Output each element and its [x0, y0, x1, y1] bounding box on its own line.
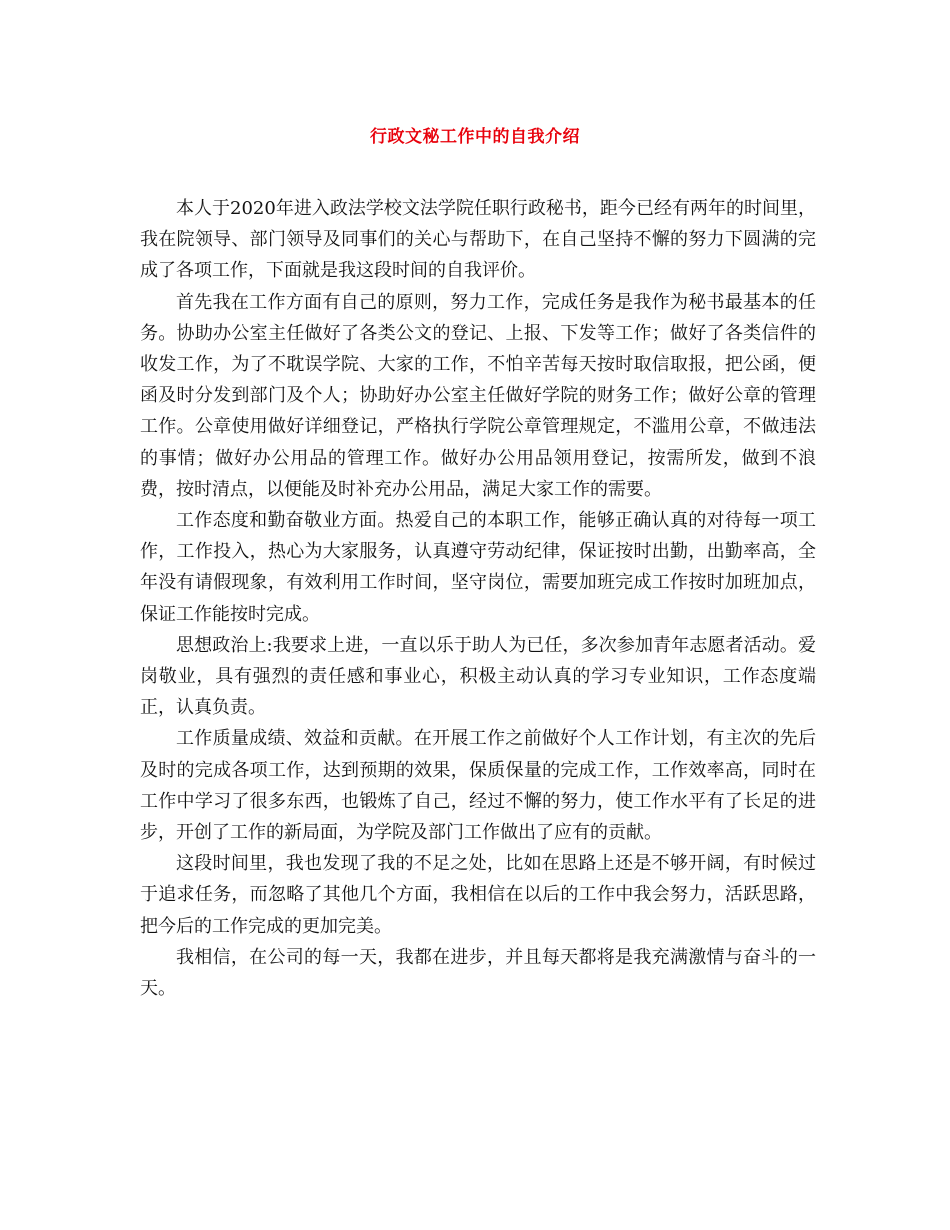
paragraph-shortcomings: 这段时间里，我也发现了我的不足之处，比如在思路上还是不够开阔，有时候过于追求任务，而忽略了其他几个方面，我相信在以后的工作中我会努力，活跃思路，把今后的工作完成的更加完美。: [140, 853, 816, 937]
paragraph-political-thought: 思想政治上:我要求上进，一直以乐于助人为已任，多次参加青年志愿者活动。爱岗敬业，具有强烈的责任感和事业心，积极主动认真的学习专业知识，工作态度端正，认真负责。: [140, 634, 816, 719]
paragraph-intro: 本人于2020年进入政法学校文法学院任职行政秘书，距今已经有两年的时间里，我在院领导、部门领导及同事们的关心与帮助下，在自己坚持不懈的努力下圆满的完成了各项工作，下面就是我这段时间的自我评价。: [140, 198, 816, 282]
document-body: [140, 193, 816, 1004]
paragraph-work-attitude: 工作态度和勤奋敬业方面。热爱自己的本职工作，能够正确认真的对待每一项工作，工作投入，热心为大家服务，认真遵守劳动纪律，保证按时出勤，出勤率高，全年没有请假现象，有效利用工作时间，坚守岗位，需要加班完成工作按时加班加点，保证工作能按时完成。: [140, 510, 816, 625]
paragraph-work-principles: 首先我在工作方面有自己的原则，努力工作，完成任务是我作为秘书最基本的任务。协助办公室主任做好了各类公文的登记、上报、下发等工作；做好了各类信件的收发工作，为了不耽误学院、大家的工作，不怕辛苦每天按时取信取报，把公函，便函及时分发到部门及个人；协助好办公室主任做好学院的财务工作；做好公章的管理工作。公章使用做好详细登记，严格执行学院公章管理规定，不滥用公章，不做违法的事情；做好办公用品的管理工作。做好办公用品领用登记，按需所发，做到不浪费，按时清点，以便能及时补充办公用品，满足大家工作的需要。: [140, 291, 816, 500]
paragraph-closing: 我相信，在公司的每一天，我都在进步，并且每天都将是我充满激情与奋斗的一天。: [140, 946, 816, 1000]
document-title: 行政文秘工作中的自我介绍: [370, 127, 580, 147]
paragraph-work-quality: 工作质量成绩、效益和贡献。在开展工作之前做好个人工作计划，有主次的先后及时的完成各项工作，达到预期的效果，保质保量的完成工作，工作效率高，同时在工作中学习了很多东西，也锻炼了自己，经过不懈的努力，使工作水平有了长足的进步，开创了工作的新局面，为学院及部门工作做出了应有的贡献。: [140, 728, 816, 844]
